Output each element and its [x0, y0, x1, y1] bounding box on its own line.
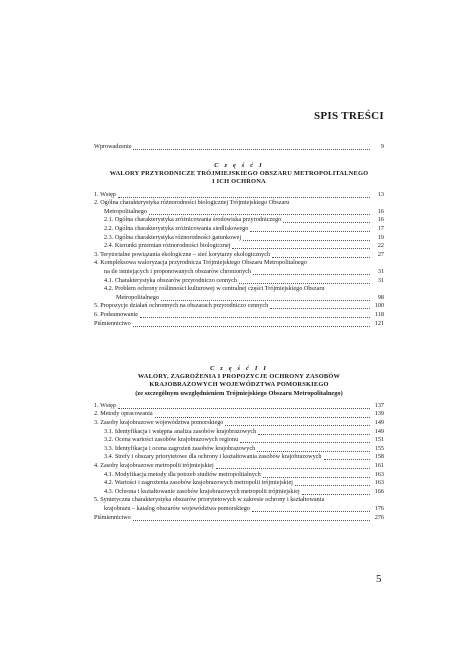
toc-entry-text: 1. Wstęp — [94, 190, 116, 198]
toc-entry-page: 118 — [374, 310, 384, 318]
toc-entry — [94, 225, 384, 234]
part1-label: C z ę ś ć I — [214, 162, 264, 169]
toc-entry-page: 27 — [377, 250, 384, 258]
part2-entries — [94, 402, 384, 522]
toc-entry-page: 9 — [380, 143, 384, 150]
toc-entry-page: 13 — [377, 190, 384, 198]
toc-entry — [94, 505, 384, 514]
toc-entry-page: 16 — [377, 207, 384, 215]
leader-dots — [118, 403, 370, 409]
toc-entry-page: 98 — [377, 293, 384, 301]
toc-entry-page: 149 — [374, 419, 384, 426]
toc-entry-page: 176 — [374, 504, 384, 512]
toc-entry-page: 149 — [374, 427, 384, 435]
toc-entry-text: 6. Podsumowanie — [94, 310, 138, 318]
toc-entry-text: 2. Metody opracowania — [94, 410, 153, 418]
leader-dots — [133, 515, 370, 521]
toc-entry-text: 3.3. Identyfikacja i ocena zagrożeń zasobów krajobrazowych — [104, 444, 256, 452]
toc-entry-page: 158 — [374, 453, 384, 461]
toc-entry-text: 4.2. Problem ochrony roślinności kulturowej w centralnej części Trójmiejskiego Obszaru — [104, 285, 325, 293]
toc-entry — [94, 419, 384, 428]
leader-dots — [232, 243, 370, 249]
part2-heading — [94, 365, 384, 398]
toc-entry-text: Wprowadzenie — [94, 143, 132, 150]
toc-entry — [94, 402, 384, 411]
leader-dots — [263, 472, 370, 478]
toc-entry-page: 161 — [374, 461, 384, 469]
leader-dots — [252, 506, 370, 512]
toc-entry — [94, 462, 384, 471]
toc-entry-text: 4.1. Charakterystyka obszarów przyrodniczo cennych — [104, 276, 237, 284]
toc-entry-text: Metropolitalnego — [116, 293, 159, 301]
toc-entry-text: 2.3. Ogólna charakterystyka różnorodności gatunkowej — [104, 233, 242, 241]
part2-section — [94, 365, 384, 522]
toc-entry-text: 3. Terytorialne powiązania ekologiczne – sieć korytarzy ekologicznych — [94, 250, 271, 258]
toc-entry-text: 4.2. Wartości i zagrożenia zasobów krajobrazowych metropolii trójmiejskiej — [104, 479, 293, 487]
toc-entry-text: 4. Zasoby krajobrazowe metropolii trójmiejskiej — [94, 461, 214, 469]
toc-entry — [94, 251, 384, 260]
toc-entry-text: 2.1. Ogólna charakterystyka zróżnicowania środowiska przyrodniczego — [104, 216, 282, 224]
toc-entry-page: 137 — [374, 401, 384, 409]
toc-entry-text: 3.1. Identyfikacja i wstępna analiza zasobów krajobrazowych — [104, 427, 257, 435]
toc-entry — [94, 453, 384, 462]
toc-entry — [94, 428, 384, 437]
toc-entry-page: 19 — [377, 233, 384, 241]
leader-dots — [243, 235, 370, 241]
toc-entry-text: 1. Wstęp — [94, 401, 116, 409]
toc-entry-text: 2. Ogólna charakterystyka różnorodności biologicznej Trójmiejskiego Obszaru — [94, 199, 290, 207]
toc-entry-page: 151 — [374, 436, 384, 444]
leader-dots — [272, 252, 370, 258]
leader-dots — [133, 144, 370, 150]
toc-entry — [94, 436, 384, 445]
leader-dots — [149, 209, 370, 215]
part2-label: C z ę ś ć I I — [209, 365, 269, 372]
page-number: 5 — [376, 573, 382, 585]
intro-section — [94, 143, 384, 152]
toc-entry — [94, 199, 384, 208]
leader-dots — [240, 437, 370, 443]
toc-entry-page: 163 — [374, 470, 384, 478]
toc-entry-page: 22 — [377, 242, 384, 250]
leader-dots — [253, 269, 370, 275]
leader-dots — [155, 412, 370, 418]
toc-entry — [94, 320, 384, 329]
leader-dots — [258, 429, 370, 435]
toc-entry — [94, 208, 384, 217]
toc-entry-page: 276 — [374, 513, 384, 521]
part1-heading — [94, 162, 384, 187]
toc-entry — [94, 277, 384, 286]
page-title: SPIS TREŚCI — [313, 110, 384, 122]
leader-dots — [161, 295, 370, 301]
toc-entry-page: 121 — [374, 319, 384, 327]
part1-title-line2: I ICH OCHRONA — [212, 178, 266, 186]
toc-entry — [94, 445, 384, 454]
toc-entry — [94, 242, 384, 251]
toc-entry-page: 166 — [374, 487, 384, 495]
leader-dots — [225, 420, 370, 426]
toc-entry-text: 4.1. Modyfikacja metody dla potrzeb studiów metropolitalnych — [104, 470, 261, 478]
part1-entries — [94, 191, 384, 329]
toc-entry-page: 139 — [374, 410, 384, 418]
toc-entry-page: 100 — [374, 302, 384, 310]
leader-dots — [250, 226, 370, 232]
toc-entry-text: 4.3. Ochrona i kształtowanie zasobów krajobrazowych metropolii trójmiejskiej — [104, 487, 300, 495]
toc-entry-page: 163 — [374, 479, 384, 487]
toc-entry — [94, 191, 384, 200]
leader-dots — [140, 312, 370, 318]
toc-entry-text: na tle istniejących i proponowanych obszarów chronionych — [104, 267, 252, 275]
leader-dots — [324, 454, 370, 460]
toc-entry-text: Piśmiennictwo — [94, 319, 131, 327]
toc-entry-page: 31 — [377, 267, 384, 275]
toc-entry — [94, 496, 384, 505]
part2-subtitle: (ze szczególnym uwzględnieniem Trójmiejskiego Obszaru Metropolitalnego) — [135, 389, 343, 397]
leader-dots — [270, 303, 370, 309]
leader-dots — [118, 192, 370, 198]
toc-entry-text: 2.2. Ogólna charakterystyka zróżnicowania siedliskowego — [104, 224, 249, 232]
toc-entry — [94, 268, 384, 277]
leader-dots — [295, 480, 370, 486]
leader-dots — [302, 489, 370, 495]
leader-dots — [133, 321, 370, 327]
toc-entry-text: Piśmiennictwo — [94, 513, 131, 521]
toc-entry-text: 2.4. Kierunki przemian różnorodności biologicznej — [104, 242, 231, 250]
toc-entry — [94, 302, 384, 311]
part1-section — [94, 162, 384, 328]
toc-entry — [94, 285, 384, 294]
toc-entry-page: 31 — [377, 276, 384, 284]
leader-dots — [283, 217, 370, 223]
leader-dots — [216, 463, 370, 469]
toc-entry-text: Metropolitalnego — [104, 207, 147, 215]
toc-entry — [94, 410, 384, 419]
toc-entry — [94, 479, 384, 488]
toc-entry-page: 155 — [374, 444, 384, 452]
toc-entry-text: krajobrazu – katalog obszarów województwa pomorskiego — [104, 504, 250, 512]
toc-entry-text: 5. Syntetyczna charakterystyka obszarów priorytetowych w zakresie ochrony i kształtowania — [94, 496, 325, 504]
toc-entry — [94, 234, 384, 243]
toc-entry — [94, 514, 384, 523]
toc-entry-text: 3.4. Strefy i obszary priorytetowe dla ochrony i kształtowania zasobów krajobrazowych — [104, 453, 322, 461]
part2-title-line1: WALORY, ZAGROŻENIA I PROPOZYCJE OCHRONY ZASOBÓW — [137, 373, 341, 381]
part2-title-line2: KRAJOBRAZOWYCH WOJEWÓDZTWA POMORSKIEGO — [149, 381, 329, 389]
toc-entry-text: 3.2. Ocena wartości zasobów krajobrazowych regionu — [104, 436, 239, 444]
toc-entry-page: 17 — [377, 224, 384, 232]
toc-entry-text: 4. Kompleksowa waloryzacja przyrodnicza Trójmiejskiego Obszaru Metropolitalnego — [94, 259, 307, 267]
leader-dots — [257, 446, 370, 452]
toc-entry — [94, 471, 384, 480]
toc-entry — [94, 294, 384, 303]
toc-entry — [94, 311, 384, 320]
toc-entry-text: 5. Propozycje działań ochronnych na obszarach przyrodniczo cennych — [94, 302, 269, 310]
toc-entry-text: 3. Zasoby krajobrazowe województwa pomorskiego — [94, 419, 224, 426]
toc-entry — [94, 259, 384, 268]
toc-entry — [94, 488, 384, 497]
part1-title-line1: WALORY PRZYRODNICZE TRÓJMIEJSKIEGO OBSZARU METROPOLITALNEGO — [109, 170, 369, 178]
leader-dots — [239, 278, 370, 284]
toc-entry — [94, 216, 384, 225]
toc-entry-page: 16 — [377, 216, 384, 224]
toc-entry — [94, 143, 384, 152]
